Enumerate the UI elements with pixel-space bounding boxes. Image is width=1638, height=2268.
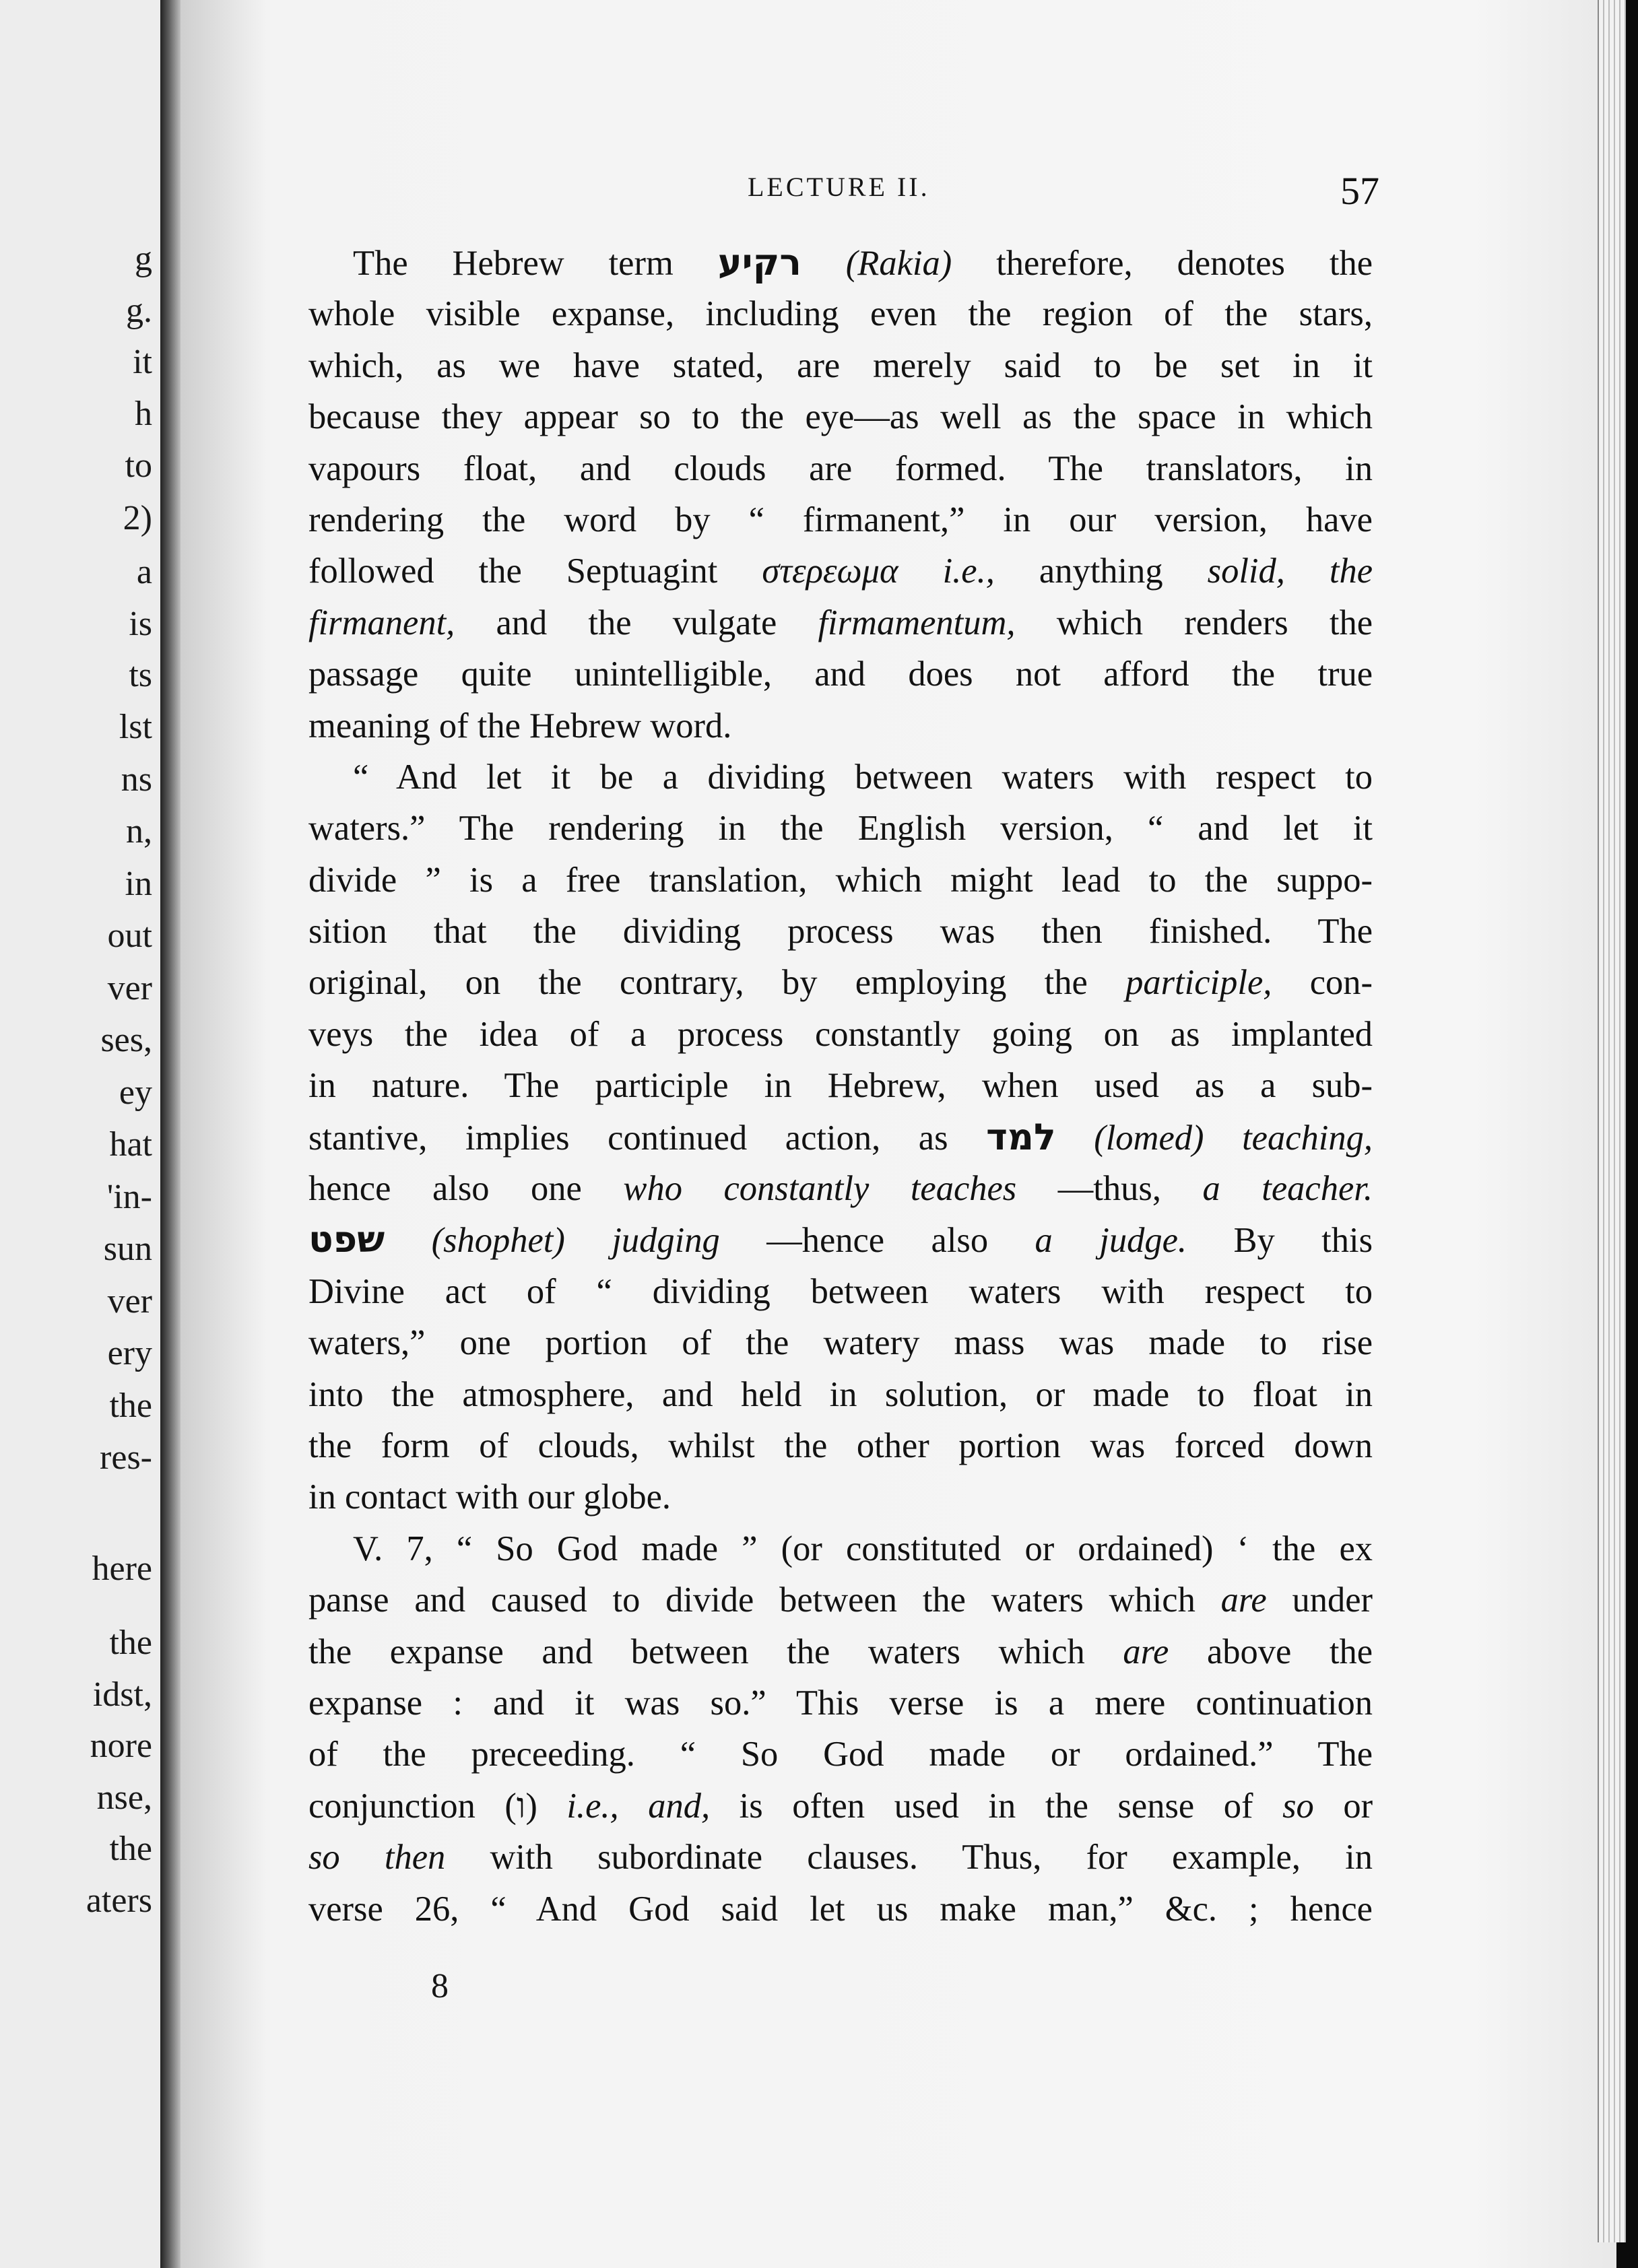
left-fragment: hat <box>109 1125 152 1164</box>
left-fragment: ver <box>107 1282 152 1321</box>
text-line: hence also one who constantly teaches —thus, a teacher. <box>308 1169 1373 1209</box>
hebrew-word: למד <box>986 1115 1056 1158</box>
text-line: The Hebrew term רקיע (Rakia) therefore, denotes the <box>353 241 1373 284</box>
text-line: vapours float, and clouds are formed. The translators, in <box>308 448 1373 488</box>
text-line: waters,” one portion of the watery mass was made to rise <box>308 1323 1373 1363</box>
body-text <box>308 237 1373 1935</box>
left-fragment: a <box>136 553 152 591</box>
left-fragment: h <box>135 395 152 433</box>
left-fragment: the <box>109 1830 152 1868</box>
left-fragment: ver <box>107 969 152 1007</box>
text-line: stantive, implies continued action, as למד (lomed) teaching, <box>308 1115 1373 1158</box>
left-fragment: n, <box>126 812 152 850</box>
left-fragment: is <box>129 605 152 643</box>
text-line: sition that the dividing process was then finished. The <box>308 912 1373 952</box>
text-line: whole visible expanse, including even the region of the stars, <box>308 294 1373 334</box>
left-page-fragment <box>0 0 160 2268</box>
left-fragment: sun <box>103 1230 152 1268</box>
left-fragment: nse, <box>96 1778 152 1817</box>
text-line: divide ” is a free translation, which might lead to the suppo- <box>308 860 1373 900</box>
hebrew-word: רקיע <box>717 241 801 284</box>
left-fragment: ses, <box>100 1021 152 1059</box>
hebrew-word: שפט <box>308 1218 385 1261</box>
text-line: in nature. The participle in Hebrew, when used as a sub- <box>308 1066 1373 1106</box>
text-line: rendering the word by “ firmanent,” in our version, have <box>308 500 1373 539</box>
left-fragment: out <box>107 916 152 955</box>
text-line: so then with subordinate clauses. Thus, for example, in <box>308 1838 1373 1877</box>
running-head: LECTURE II. <box>748 172 930 202</box>
text-line: meaning of the Hebrew word. <box>308 706 732 745</box>
text-line: followed the Septuagint στερεωμα i.e., anything solid, the <box>308 552 1373 591</box>
text-line: veys the idea of a process constantly going on as implanted <box>308 1014 1373 1054</box>
text-line: of the preceeding. “ So God made or ordained.” The <box>308 1735 1373 1774</box>
left-fragment: lst <box>119 708 152 746</box>
left-fragment: ey <box>119 1073 152 1112</box>
left-fragment: to <box>125 446 152 485</box>
text-line: passage quite unintelligible, and does not afford the true <box>308 655 1373 694</box>
left-fragment: ts <box>129 656 152 694</box>
text-line: because they appear so to the eye—as well as the space in which <box>308 397 1373 437</box>
text-line: into the atmosphere, and held in solution, or made to float in <box>308 1374 1373 1414</box>
left-fragment: here <box>92 1549 152 1588</box>
page-edges <box>1598 0 1626 2242</box>
left-fragment: res- <box>100 1438 152 1477</box>
left-fragment: ns <box>121 760 152 799</box>
text-line: the form of clouds, whilst the other portion was forced down <box>308 1426 1373 1465</box>
left-fragment: aters <box>86 1881 152 1920</box>
text-line: panse and caused to divide between the waters which are under <box>308 1580 1373 1620</box>
text-line: שפט (shophet) judging —hence also a judge. By this <box>308 1218 1373 1261</box>
text-line: V. 7, “ So God made ” (or constituted or ordained) ‘ the ex <box>353 1529 1373 1568</box>
left-fragment: the <box>109 1624 152 1662</box>
text-line: “ And let it be a dividing between waters with respect to <box>353 757 1373 797</box>
text-line: firmanent, and the vulgate firmamentum, which renders the <box>308 603 1373 642</box>
book-gutter <box>160 0 181 2268</box>
left-fragment: g. <box>126 292 152 330</box>
left-fragment: 'in- <box>106 1178 152 1216</box>
signature-mark: 8 <box>431 1967 449 2005</box>
left-fragment: the <box>109 1387 152 1425</box>
left-fragment: in <box>125 865 152 903</box>
left-fragment: it <box>133 343 152 381</box>
left-fragment: ery <box>107 1334 152 1372</box>
left-fragment: g <box>135 240 152 278</box>
text-line: which, as we have stated, are merely said to be set in it <box>308 345 1373 385</box>
text-line: verse 26, “ And God said let us make man,” &c. ; hence <box>308 1889 1373 1929</box>
text-line: Divine act of “ dividing between waters with respect to <box>308 1271 1373 1311</box>
text-line: original, on the contrary, by employing the participle, con- <box>308 963 1373 1003</box>
text-line: conjunction (ו) i.e., and, is often used in the sense of so or <box>308 1786 1373 1826</box>
text-line: expanse : and it was so.” This verse is a mere continuation <box>308 1683 1373 1723</box>
left-fragment: idst, <box>92 1675 152 1714</box>
left-fragment: 2) <box>123 499 152 537</box>
page-number: 57 <box>1340 169 1379 213</box>
left-fragment: nore <box>90 1727 152 1765</box>
text-line: in contact with our globe. <box>308 1477 671 1517</box>
text-line: waters.” The rendering in the English version, “ and let it <box>308 809 1373 848</box>
text-line: the expanse and between the waters which are above the <box>308 1632 1373 1671</box>
